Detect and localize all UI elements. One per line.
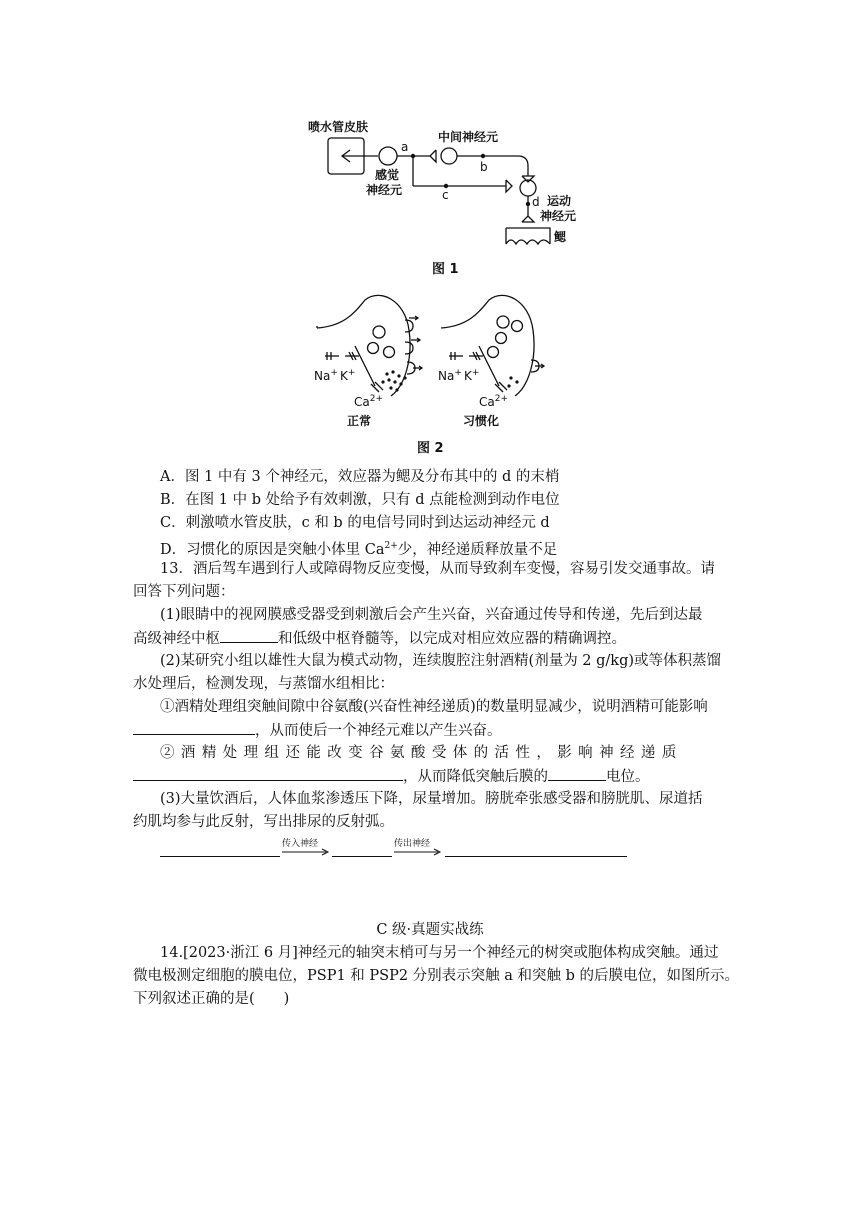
blank-1[interactable] xyxy=(220,628,278,643)
left-k-label: K+ xyxy=(340,368,356,383)
q13-line-2: 回答下列问题： xyxy=(133,584,235,600)
point-d-label: d xyxy=(532,195,540,209)
left-ca-label: $Ca^{2+}$ xyxy=(354,394,384,409)
point-b-label: b xyxy=(480,160,488,174)
figure-2 xyxy=(305,290,565,460)
blank-center[interactable] xyxy=(332,842,392,857)
left-na-label: Na+ xyxy=(314,368,338,383)
option-b: B．在图 1 中 b 处给予有效刺激，只有 d 点能检测到动作电位 xyxy=(160,492,560,508)
right-title: 习惯化 xyxy=(463,414,500,428)
left-title: 正常 xyxy=(347,414,372,428)
arrow-afferent-icon xyxy=(282,848,330,856)
motor-label-1: 运动 xyxy=(547,194,572,208)
q13-part2-line-1: (2)某研究小组以雄性大鼠为模式动物，连续腹腔注射酒精(剂量为 2 g/kg)或等体积蒸馏 xyxy=(160,653,722,669)
figure-1-caption: 图 1 xyxy=(432,262,459,277)
gill-label: 鳃 xyxy=(554,230,567,244)
q13-part1-line-1: (1)眼睛中的视网膜感受器受到刺激后会产生兴奋，兴奋通过传导和传递，先后到达最 xyxy=(160,607,703,623)
figure-2-diagram xyxy=(305,290,565,415)
blank-receptor[interactable] xyxy=(160,842,280,857)
blank-4[interactable] xyxy=(548,766,606,781)
point-c-label: c xyxy=(442,188,449,202)
section-c-heading: C 级·真题实战练 xyxy=(376,922,484,938)
blank-3[interactable] xyxy=(133,766,403,781)
sensory-label-1: 感觉 xyxy=(375,168,400,182)
skin-label: 喷水管皮肤 xyxy=(308,120,369,134)
q13-part3-line-1: (3)大量饮酒后，人体血浆渗透压下降，尿量增加。膀胱牵张感受器和膀胱肌、尿道括 xyxy=(160,791,703,807)
q13-part2b-line-2: ，从而降低突触后膜的 电位。 xyxy=(133,766,650,787)
blank-effector[interactable] xyxy=(445,842,627,857)
sensory-label-2: 神经元 xyxy=(366,183,403,197)
right-ca-label: $Ca^{2+}$ xyxy=(479,394,509,409)
efferent-nerve-label: 传出神经 xyxy=(394,839,431,849)
q13-part2-line-2: 水处理后，检测发现，与蒸馏水组相比： xyxy=(133,676,394,692)
q13-part2b-line-1: ② 酒 精 处 理 组 还 能 改 变 谷 氨 酸 受 体 的 活 性 ， 影 响 神 经 递 质 xyxy=(160,745,678,761)
afferent-nerve-label: 传入神经 xyxy=(282,839,319,849)
blank-2[interactable] xyxy=(133,720,255,735)
right-k-label: K+ xyxy=(464,368,480,383)
reflex-arc-flow xyxy=(160,834,640,860)
interneuron-label: 中间神经元 xyxy=(438,130,499,144)
option-d: D．习惯化的原因是突触小体里 $Ca^{2+}$少，神经递质释放量不足 xyxy=(160,541,558,558)
q13-part1-line-2: 高级神经中枢 和低级中枢脊髓等，以完成对相应效应器的精确调控。 xyxy=(133,628,626,649)
motor-label-2: 神经元 xyxy=(540,209,577,223)
option-c: C．刺激喷水管皮肤，c 和 b 的电信号同时到达运动神经元 d xyxy=(160,515,550,531)
q14-line-3: 下列叙述正确的是( ) xyxy=(133,991,290,1007)
right-na-label: Na+ xyxy=(438,368,462,383)
q13-line-1: 13．酒后驾车遇到行人或障碍物反应变慢，从而导致刹车变慢，容易引发交通事故。请 xyxy=(160,561,715,577)
q14-line-2: 微电极测定细胞的膜电位，PSP1 和 PSP2 分别表示突触 a 和突触 b 的后膜电位，如图所示。 xyxy=(133,968,740,984)
arrow-efferent-icon xyxy=(394,848,442,856)
q13-part2a-line-2: ，从而使后一个神经元难以产生兴奋。 xyxy=(133,720,502,741)
option-a: A．图 1 中有 3 个神经元，效应器为鳃及分布其中的 d 的末梢 xyxy=(160,469,560,485)
q13-part2a-line-1: ①酒精处理组突触间隙中谷氨酸(兴奋性神经递质)的数量明显减少，说明酒精可能影响 xyxy=(160,699,708,715)
point-a-label: a xyxy=(401,140,409,154)
q14-line-1: 14.[2023·浙江 6 月]神经元的轴突末梢可与另一个神经元的树突或胞体构成突触。通过 xyxy=(160,945,719,961)
figure-2-caption: 图 2 xyxy=(417,441,444,456)
figure-1 xyxy=(300,110,600,290)
q13-part3-line-2: 约肌均参与此反射，写出排尿的反射弧。 xyxy=(133,814,394,830)
